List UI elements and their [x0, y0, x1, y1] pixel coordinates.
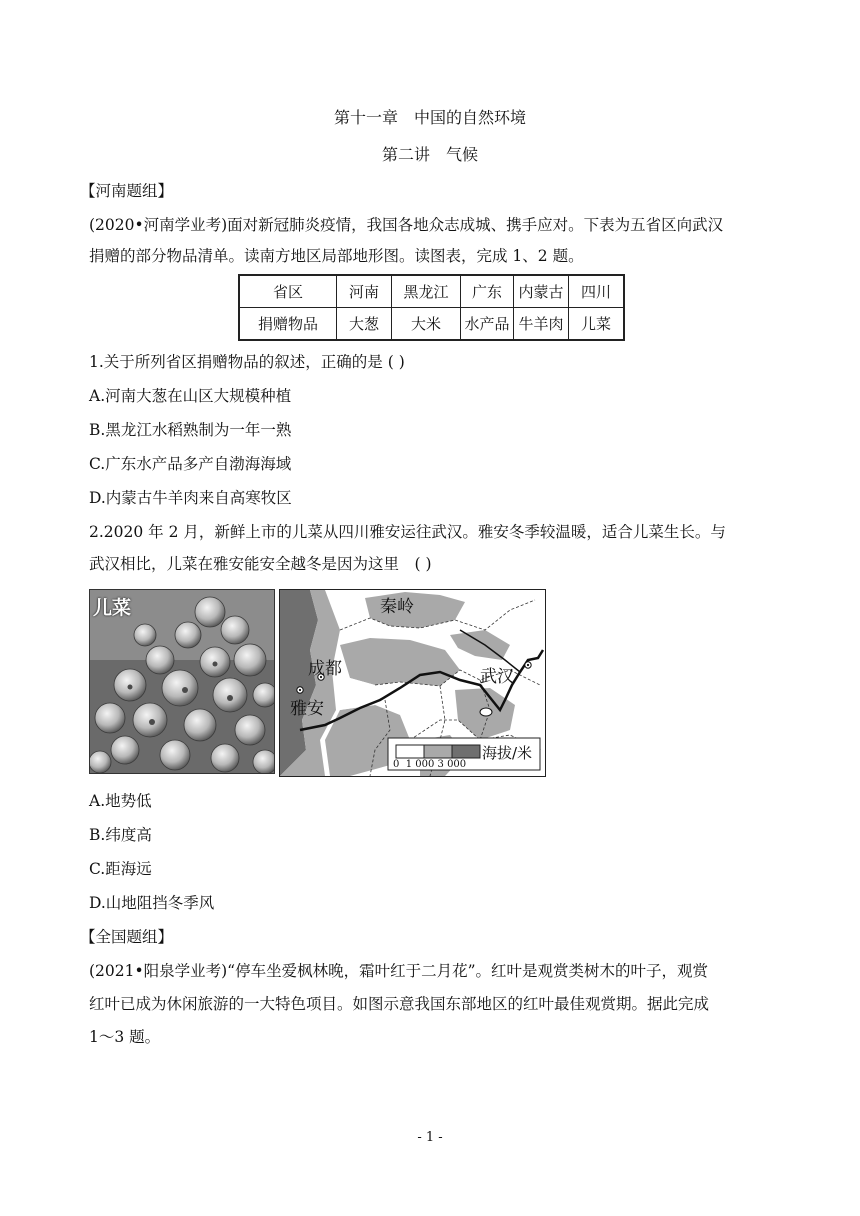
table-cell: 大米	[392, 308, 461, 341]
ercai-photo	[89, 589, 275, 774]
table-cell: 牛羊肉	[514, 308, 569, 341]
table-cell: 四川	[569, 275, 625, 308]
question-1-option-d: D.内蒙古牛羊肉来自高寒牧区	[89, 489, 292, 507]
map-legend-title: 海拔/米	[482, 744, 533, 762]
table-cell: 河南	[337, 275, 392, 308]
question-2-stem: 武汉相比，儿菜在雅安能安全越冬是因为这里 ( )	[89, 555, 432, 573]
map-label-chengdu: 成都	[308, 659, 342, 679]
question-1-option-c: C.广东水产品多产自渤海海域	[89, 455, 292, 473]
table-cell: 大葱	[337, 308, 392, 341]
question-2-option-c: C.距海远	[89, 860, 152, 878]
question-2-stem: 2.2020 年 2 月，新鲜上市的儿菜从四川雅安运往武汉。雅安冬季较温暖，适合儿菜生长。与	[89, 523, 726, 541]
intro-paragraph-line: 红叶已成为休闲旅游的一大特色项目。如图示意我国东部地区的红叶最佳观赏期。据此完成	[89, 995, 710, 1013]
section-heading-henan: 【河南题组】	[80, 182, 174, 200]
section-heading-national: 【全国题组】	[80, 928, 174, 946]
question-1-option-b: B.黑龙江水稻熟制为一年一熟	[89, 421, 292, 439]
map-legend-ticks: 0 1 000 3 000	[393, 759, 467, 770]
question-2-option-b: B.纬度高	[89, 826, 152, 844]
table-cell: 水产品	[461, 308, 514, 341]
chapter-title: 第十一章 中国的自然环境	[333, 108, 526, 127]
table-row	[239, 275, 624, 308]
intro-paragraph-line: (2021•阳泉学业考)“停车坐爱枫林晚，霜叶红于二月花”。红叶是观赏类树木的叶子，观赏	[89, 962, 709, 980]
map-label-yaan: 雅安	[290, 699, 324, 719]
intro-paragraph-line: 捐赠的部分物品清单。读南方地区局部地形图。读图表，完成 1、2 题。	[89, 247, 584, 265]
question-2-option-a: A.地势低	[89, 792, 152, 810]
lesson-title: 第二讲 气候	[381, 145, 478, 164]
page-number: - 1 -	[417, 1130, 443, 1145]
table-cell: 广东	[461, 275, 514, 308]
question-1-stem: 1.关于所列省区捐赠物品的叙述，正确的是 ( )	[89, 353, 405, 371]
table-cell: 捐赠物品	[239, 308, 337, 341]
table-cell: 内蒙古	[514, 275, 569, 308]
map-label-qinling: 秦岭	[380, 597, 414, 617]
table-cell: 儿菜	[569, 308, 625, 341]
question-2-option-d: D.山地阻挡冬季风	[89, 894, 215, 912]
table-row	[239, 308, 624, 341]
table-cell: 省区	[239, 275, 337, 308]
map-label-wuhan: 武汉	[480, 667, 514, 687]
terrain-map	[279, 589, 546, 777]
table-cell: 黑龙江	[392, 275, 461, 308]
photo-label: 儿菜	[93, 597, 132, 619]
question-1-option-a: A.河南大葱在山区大规模种植	[89, 387, 292, 405]
intro-paragraph-line: (2020•河南学业考)面对新冠肺炎疫情，我国各地众志成城、携手应对。下表为五省区向武汉	[89, 216, 724, 234]
donation-table	[238, 274, 625, 341]
intro-paragraph-line: 1～3 题。	[89, 1028, 161, 1046]
